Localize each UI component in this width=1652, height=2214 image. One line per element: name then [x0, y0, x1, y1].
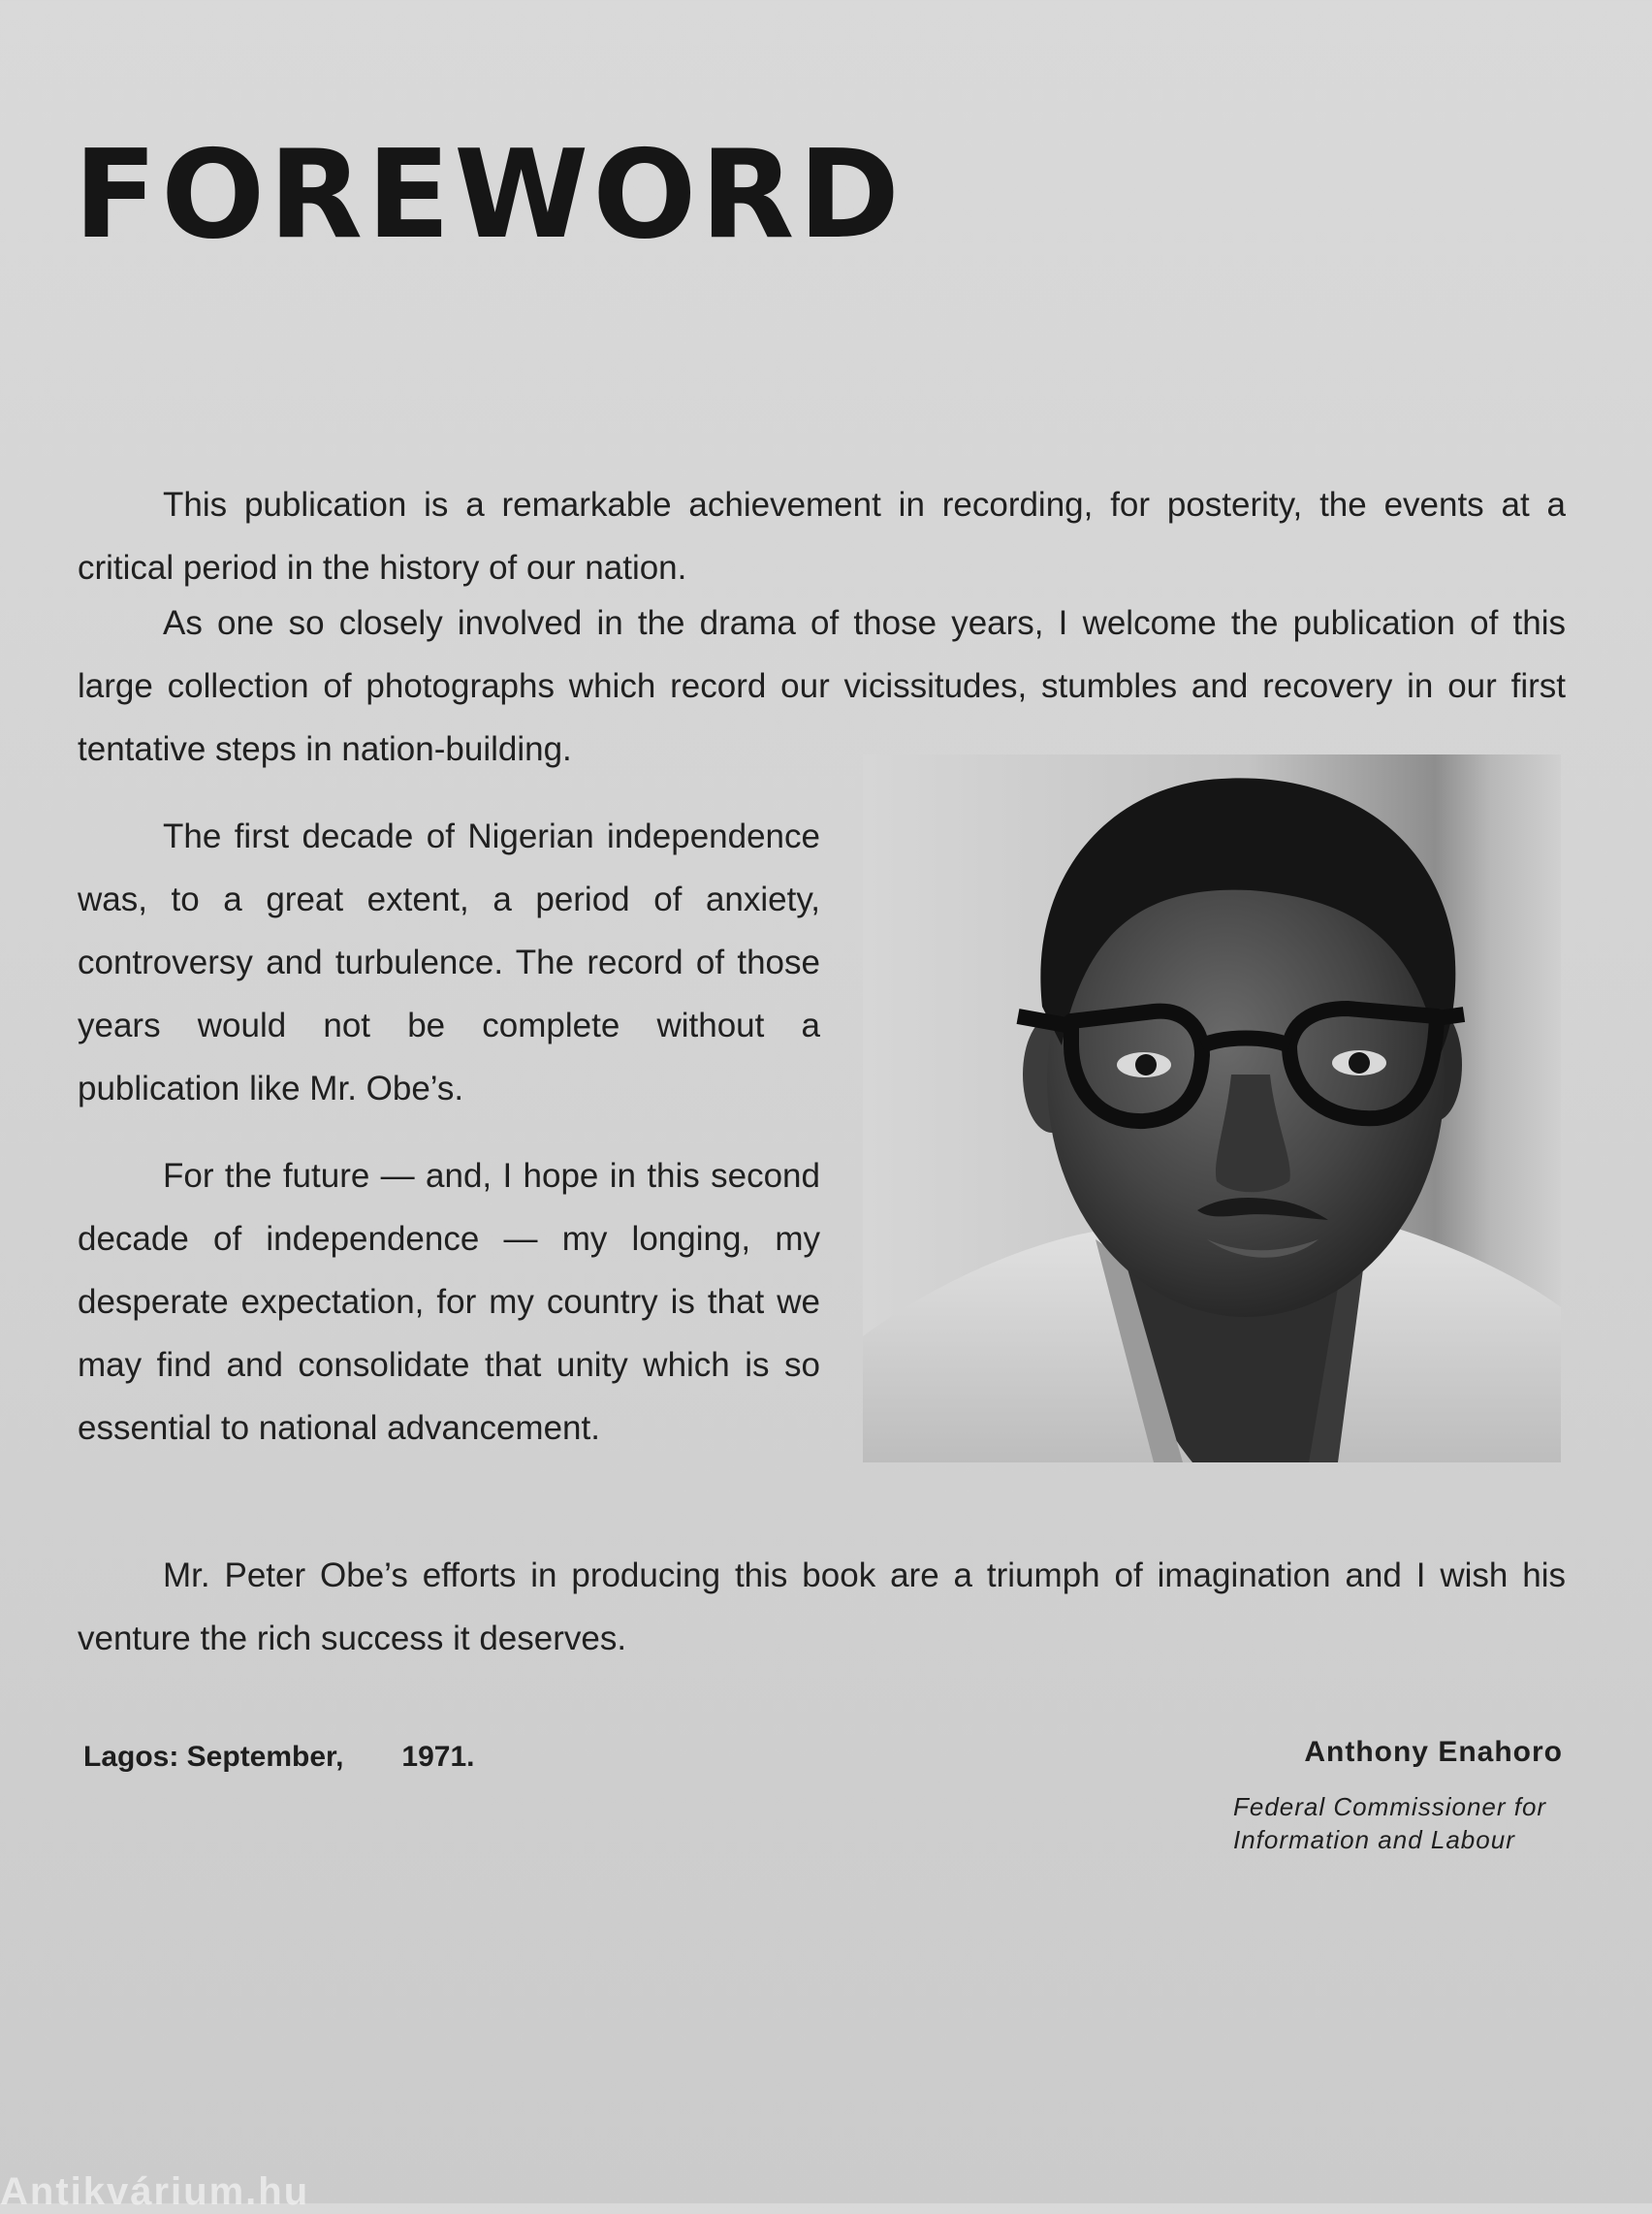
signatory-title-line-2: Information and Labour	[1233, 1825, 1515, 1854]
signatory-name: Anthony Enahoro	[1304, 1736, 1563, 1768]
paragraph-2: As one so closely involved in the drama of those years, I welcome the publication of this large collection of photographs which record our vicissitudes, stumbles and recovery in our first tentative steps in nation-building.	[78, 604, 1566, 768]
watermark: Antikvárium.hu	[0, 2170, 310, 2213]
signatory-title	[1233, 1790, 1546, 1856]
page-title: FOREWORD	[74, 123, 904, 266]
paragraph-1: This publication is a remarkable achievement in recording, for posterity, the events at a critical period in the history of our nation.	[78, 486, 1566, 587]
paragraph-4: For the future — and, I hope in this second decade of independence — my longing, my desperate expectation, for my country is that we may find and consolidate that unity which is so essential to national advancement.	[78, 1157, 820, 1447]
paragraph-3: The first decade of Nigerian independence was, to a great extent, a period of anxiety, controversy and turbulence. The record of those years would not be complete without a publication like Mr. Obe’s.	[78, 818, 820, 1107]
year-text: 1971.	[401, 1741, 475, 1773]
place-date-text: Lagos: September,	[83, 1741, 344, 1773]
paragraph-5: Mr. Peter Obe’s efforts in producing this book are a triumph of imagination and I wish his venture the rich success it deserves.	[78, 1556, 1566, 1657]
portrait-photo	[863, 754, 1561, 1462]
place-date	[83, 1741, 474, 1774]
signatory-title-line-1: Federal Commissioner for	[1233, 1792, 1547, 1821]
